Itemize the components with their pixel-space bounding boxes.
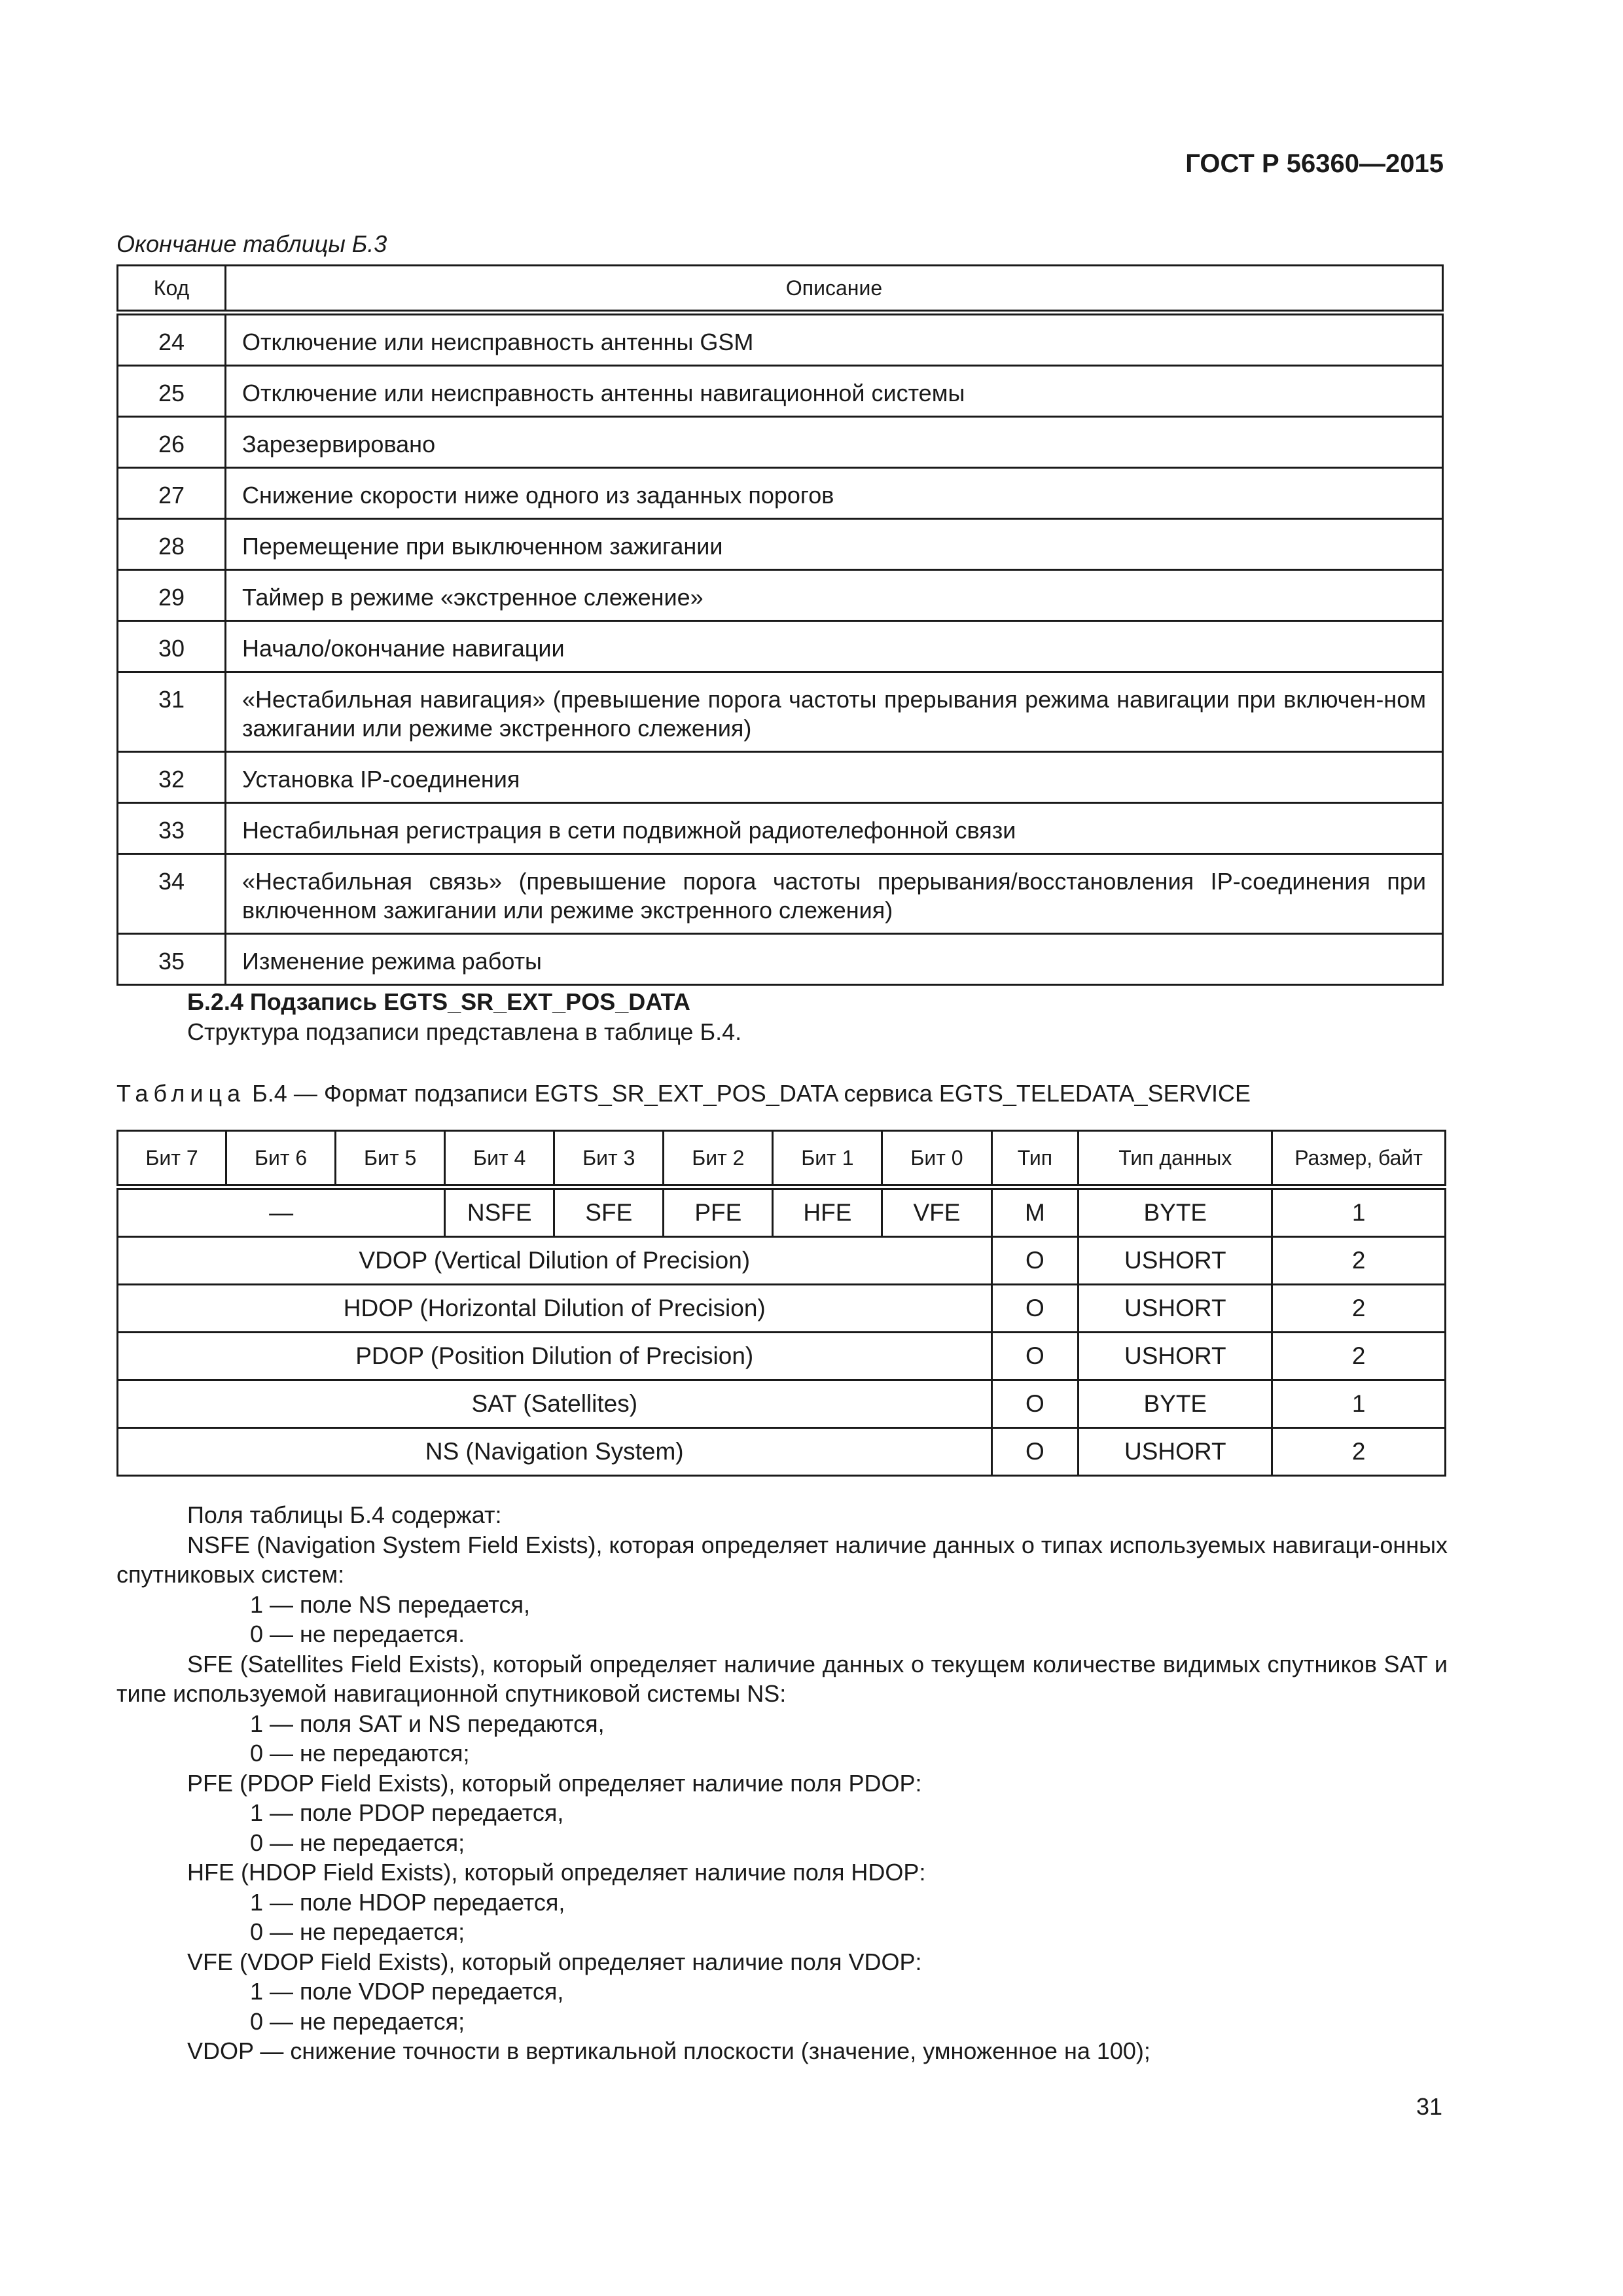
section-heading: Б.2.4 Подзапись EGTS_SR_EXT_POS_DATA (187, 988, 690, 1015)
size-cell: 2 (1272, 1428, 1446, 1476)
table-row (118, 519, 1443, 570)
description-cell: Отключение или неисправность антенны GSM (226, 313, 1443, 366)
field-descriptions (116, 1500, 1448, 2066)
type-cell: O (991, 1285, 1079, 1333)
description-cell: «Нестабильная связь» (превышение порога частоты прерывания/восстановления IP-соединения при включенном зажигании или режиме экстренного слежения) (226, 854, 1443, 934)
list-item: 0 — не передается; (250, 2007, 465, 2035)
list-item: 1 — поля SAT и NS передаются, (250, 1710, 605, 1737)
paragraph: VFE (VDOP Field Exists), который определяет наличие поля VDOP: (187, 1948, 922, 1975)
table-row (118, 752, 1443, 803)
data-type-cell: USHORT (1079, 1333, 1272, 1380)
column-header-bit2: Бит 2 (664, 1131, 773, 1187)
section-intro: Структура подзаписи представлена в таблице Б.4. (187, 1018, 742, 1045)
code-cell: 32 (118, 752, 226, 803)
code-cell: 27 (118, 468, 226, 519)
field-cell: HDOP (Horizontal Dilution of Precision) (118, 1285, 992, 1333)
document-code: ГОСТ Р 56360—2015 (1185, 149, 1444, 178)
data-type-cell: BYTE (1079, 1380, 1272, 1428)
field-cell: SAT (Satellites) (118, 1380, 992, 1428)
table-caption-label: Таблица (116, 1080, 246, 1107)
type-cell: O (991, 1237, 1079, 1285)
table-row (118, 1380, 1446, 1428)
description-cell: Изменение режима работы (226, 934, 1443, 985)
field-cell: NS (Navigation System) (118, 1428, 992, 1476)
size-cell: 1 (1272, 1187, 1446, 1237)
description-cell: Зарезервировано (226, 417, 1443, 468)
bit-cell-vfe: VFE (882, 1187, 991, 1237)
list-item: 1 — поле NS передается, (250, 1590, 530, 1618)
size-cell: 2 (1272, 1333, 1446, 1380)
table-row (118, 803, 1443, 854)
code-cell: 29 (118, 570, 226, 621)
table-row (118, 1333, 1446, 1380)
code-cell: 24 (118, 313, 226, 366)
size-cell: 2 (1272, 1237, 1446, 1285)
list-item: 0 — не передается; (250, 1829, 465, 1856)
table-row (118, 1285, 1446, 1333)
list-item: 1 — поле HDOP передается, (250, 1888, 565, 1916)
column-header-data-type: Тип данных (1079, 1131, 1272, 1187)
data-type-cell: USHORT (1079, 1285, 1272, 1333)
paragraph: Поля таблицы Б.4 содержат: (187, 1501, 502, 1528)
page-number: 31 (1416, 2093, 1442, 2120)
type-cell: M (991, 1187, 1079, 1237)
table-header-row (118, 1131, 1446, 1187)
code-cell: 33 (118, 803, 226, 854)
column-header-bit1: Бит 1 (773, 1131, 882, 1187)
description-cell: «Нестабильная навигация» (превышение порога частоты прерывания режима навигации при включен-ном зажигании или режиме экстренного слежения) (226, 672, 1443, 752)
column-header-description: Описание (226, 266, 1443, 313)
table-b4-caption (116, 1080, 1251, 1107)
column-header-bit6: Бит 6 (226, 1131, 336, 1187)
description-cell: Начало/окончание навигации (226, 621, 1443, 672)
column-header-bit0: Бит 0 (882, 1131, 991, 1187)
list-item: 1 — поле VDOP передается, (250, 1978, 564, 2005)
reserved-bits-cell: — (118, 1187, 445, 1237)
paragraph: VDOP — снижение точности в вертикальной плоскости (значение, умноженное на 100); (187, 2037, 1150, 2064)
description-cell: Установка IP-соединения (226, 752, 1443, 803)
list-item: 0 — не передаются; (250, 1740, 470, 1767)
type-cell: O (991, 1428, 1079, 1476)
description-cell: Таймер в режиме «экстренное слежение» (226, 570, 1443, 621)
code-cell: 31 (118, 672, 226, 752)
list-item: 0 — не передается. (250, 1621, 465, 1647)
table-row (118, 621, 1443, 672)
column-header-code: Код (118, 266, 226, 313)
bit-cell-sfe: SFE (554, 1187, 664, 1237)
table-row (118, 570, 1443, 621)
table-b4 (116, 1130, 1446, 1477)
size-cell: 2 (1272, 1285, 1446, 1333)
size-cell: 1 (1272, 1380, 1446, 1428)
field-cell: VDOP (Vertical Dilution of Precision) (118, 1237, 992, 1285)
table-row (118, 366, 1443, 417)
column-header-bit5: Бит 5 (336, 1131, 445, 1187)
table-row (118, 1428, 1446, 1476)
table-row (118, 1187, 1446, 1237)
description-cell: Снижение скорости ниже одного из заданных порогов (226, 468, 1443, 519)
code-cell: 26 (118, 417, 226, 468)
table-header-row (118, 266, 1443, 313)
table-row (118, 854, 1443, 934)
table-row (118, 1237, 1446, 1285)
column-header-size: Размер, байт (1272, 1131, 1446, 1187)
table-b3 (116, 264, 1444, 986)
data-type-cell: USHORT (1079, 1237, 1272, 1285)
table-row (118, 672, 1443, 752)
bit-cell-nsfe: NSFE (445, 1187, 554, 1237)
paragraph: HFE (HDOP Field Exists), который определяет наличие поля HDOP: (187, 1859, 926, 1886)
code-cell: 25 (118, 366, 226, 417)
data-type-cell: USHORT (1079, 1428, 1272, 1476)
paragraph: PFE (PDOP Field Exists), который определяет наличие поля PDOP: (187, 1769, 922, 1797)
paragraph: NSFE (Navigation System Field Exists), которая определяет наличие данных о типах используемых навигаци-онных спутниковых систем: (116, 1531, 1448, 1588)
description-cell: Нестабильная регистрация в сети подвижной радиотелефонной связи (226, 803, 1443, 854)
type-cell: O (991, 1333, 1079, 1380)
bit-cell-hfe: HFE (773, 1187, 882, 1237)
list-item: 0 — не передается; (250, 1918, 465, 1945)
table-caption-text: Б.4 — Формат подзаписи EGTS_SR_EXT_POS_DATA сервиса EGTS_TELEDATA_SERVICE (252, 1080, 1251, 1107)
data-type-cell: BYTE (1079, 1187, 1272, 1237)
column-header-bit7: Бит 7 (118, 1131, 226, 1187)
code-cell: 30 (118, 621, 226, 672)
column-header-bit3: Бит 3 (554, 1131, 664, 1187)
type-cell: O (991, 1380, 1079, 1428)
field-cell: PDOP (Position Dilution of Precision) (118, 1333, 992, 1380)
code-cell: 35 (118, 934, 226, 985)
bit-cell-pfe: PFE (664, 1187, 773, 1237)
column-header-bit4: Бит 4 (445, 1131, 554, 1187)
column-header-type: Тип (991, 1131, 1079, 1187)
table-row (118, 468, 1443, 519)
table-row (118, 417, 1443, 468)
list-item: 1 — поле PDOP передается, (250, 1799, 564, 1826)
description-cell: Перемещение при выключенном зажигании (226, 519, 1443, 570)
paragraph: SFE (Satellites Field Exists), который определяет наличие данных о текущем количестве видимых спутников SAT и типе используемой навигационной спутниковой системы NS: (116, 1650, 1448, 1707)
description-cell: Отключение или неисправность антенны навигационной системы (226, 366, 1443, 417)
table-continuation-label: Окончание таблицы Б.3 (116, 230, 387, 257)
table-row (118, 313, 1443, 366)
table-row (118, 934, 1443, 985)
code-cell: 34 (118, 854, 226, 934)
code-cell: 28 (118, 519, 226, 570)
